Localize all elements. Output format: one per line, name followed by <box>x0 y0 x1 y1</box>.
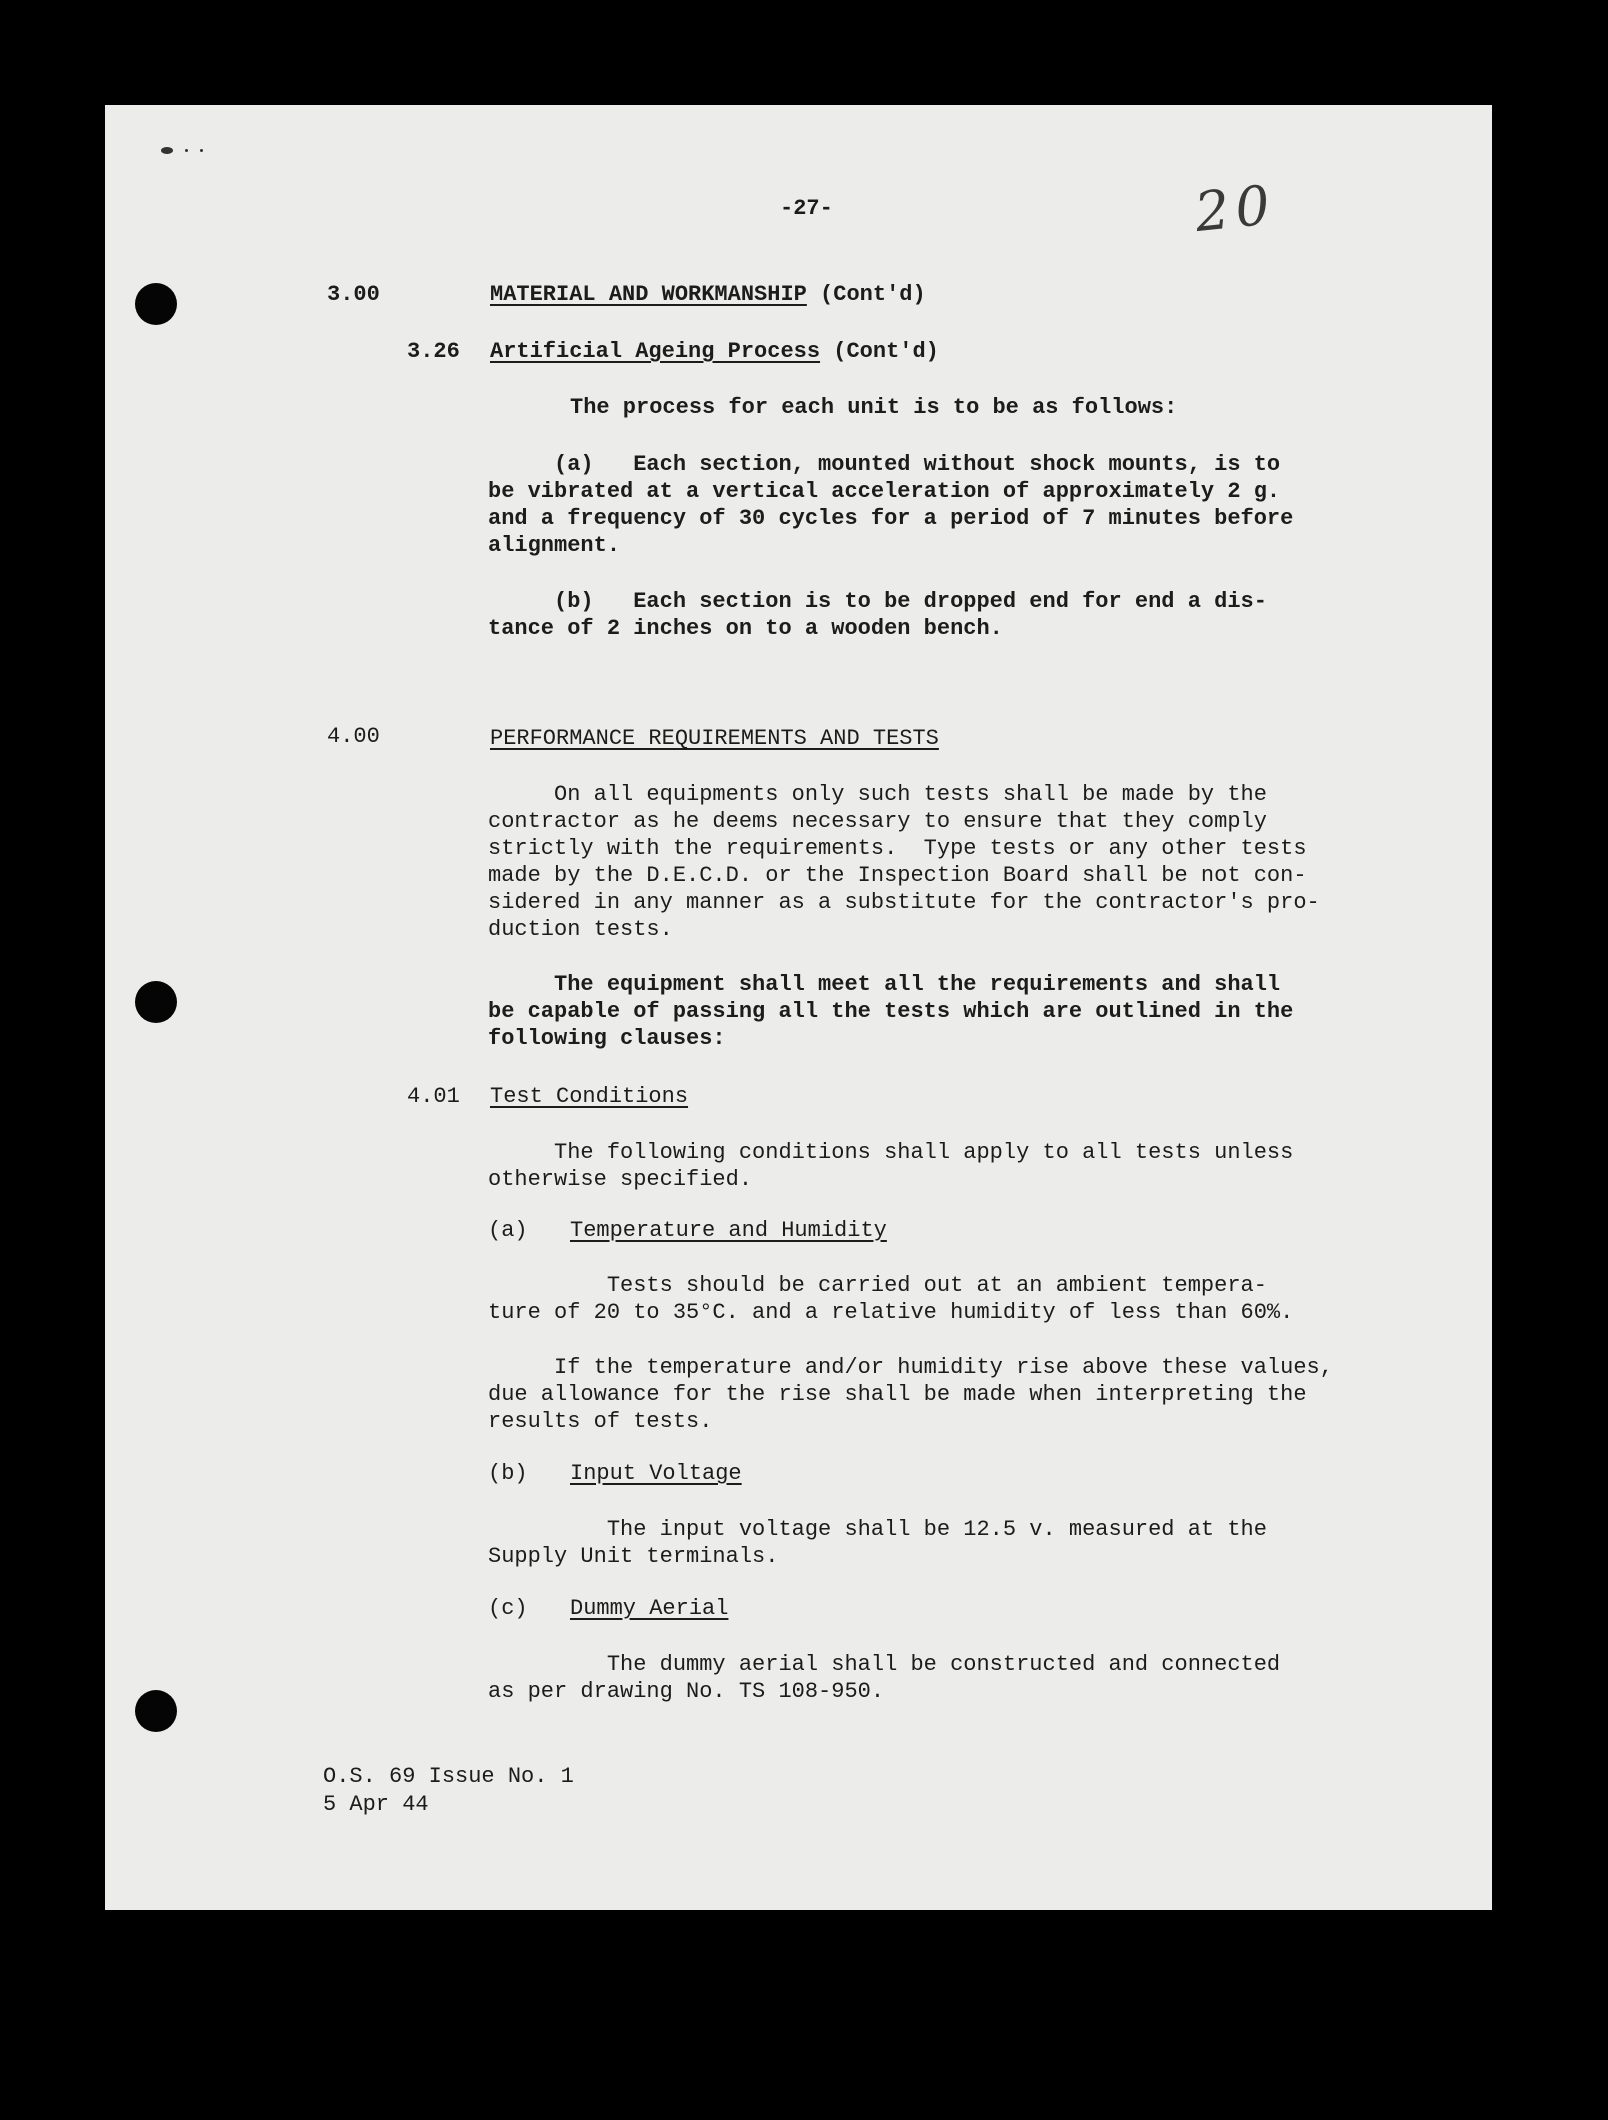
subsection-heading-b: Input Voltage <box>570 1461 742 1486</box>
subsection-label-a: (a) <box>488 1218 528 1243</box>
ink-speck <box>200 149 203 152</box>
punch-hole-middle <box>135 981 177 1023</box>
section-number-3-26: 3.26 <box>407 339 460 364</box>
paragraph-process-intro: The process for each unit is to be as follows: <box>570 395 1178 420</box>
punch-hole-bottom <box>135 1690 177 1732</box>
ink-speck <box>185 149 188 152</box>
footer-date: 5 Apr 44 <box>323 1792 429 1817</box>
subsection-label-c: (c) <box>488 1596 528 1621</box>
subsection-heading-c: Dummy Aerial <box>570 1596 729 1621</box>
paragraph-process-a: (a) Each section, mounted without shock mounts, is to be vibrated at a vertical acceleration of approximately 2 g. and a frequency of 30 cycles for a period of 7 minutes before alignment. <box>488 452 1294 558</box>
subsection-heading-a: Temperature and Humidity <box>570 1218 887 1243</box>
page-number: -27- <box>780 196 833 221</box>
section-number-3-00: 3.00 <box>327 282 380 307</box>
section-heading-3-26: Artificial Ageing Process (Cont'd) <box>490 339 939 364</box>
subsection-label-b: (b) <box>488 1461 528 1486</box>
paragraph-process-b: (b) Each section is to be dropped end for end a dis- tance of 2 inches on to a wooden bench. <box>488 589 1267 641</box>
paragraph-test-intro: The following conditions shall apply to all tests unless otherwise specified. <box>488 1140 1294 1192</box>
document-page <box>105 105 1492 1910</box>
paragraph-performance-1: On all equipments only such tests shall be made by the contractor as he deems necessary to ensure that they comply strictly with the requirements. Type tests or any other tests made by the D.E.C.D. or the Inspection Board shall be not con- sidered in any manner as a substitute for the contractor's pro- duction tests. <box>488 782 1320 942</box>
paragraph-input-voltage: The input voltage shall be 12.5 v. measured at the Supply Unit terminals. <box>488 1517 1267 1569</box>
paragraph-temperature-2: If the temperature and/or humidity rise above these values, due allowance for the rise shall be made when interpreting the results of tests. <box>488 1355 1333 1434</box>
ink-speck <box>161 147 173 154</box>
punch-hole-top <box>135 283 177 325</box>
paragraph-dummy-aerial: The dummy aerial shall be constructed and connected as per drawing No. TS 108-950. <box>488 1652 1281 1704</box>
paragraph-temperature-1: Tests should be carried out at an ambient tempera- ture of 20 to 35°C. and a relative humidity of less than 60%. <box>488 1273 1294 1325</box>
section-heading-4-01: Test Conditions <box>490 1084 689 1109</box>
section-heading-4-00: PERFORMANCE REQUIREMENTS AND TESTS <box>490 726 939 751</box>
footer-document-id: O.S. 69 Issue No. 1 <box>323 1764 574 1789</box>
section-number-4-00: 4.00 <box>327 724 380 749</box>
section-number-4-01: 4.01 <box>407 1084 460 1109</box>
paragraph-performance-2: The equipment shall meet all the requirements and shall be capable of passing all the tests which are outlined in the following clauses: <box>488 972 1294 1051</box>
handwritten-folio-number: 20 <box>1191 172 1279 245</box>
section-heading-3-00: MATERIAL AND WORKMANSHIP (Cont'd) <box>490 282 926 307</box>
